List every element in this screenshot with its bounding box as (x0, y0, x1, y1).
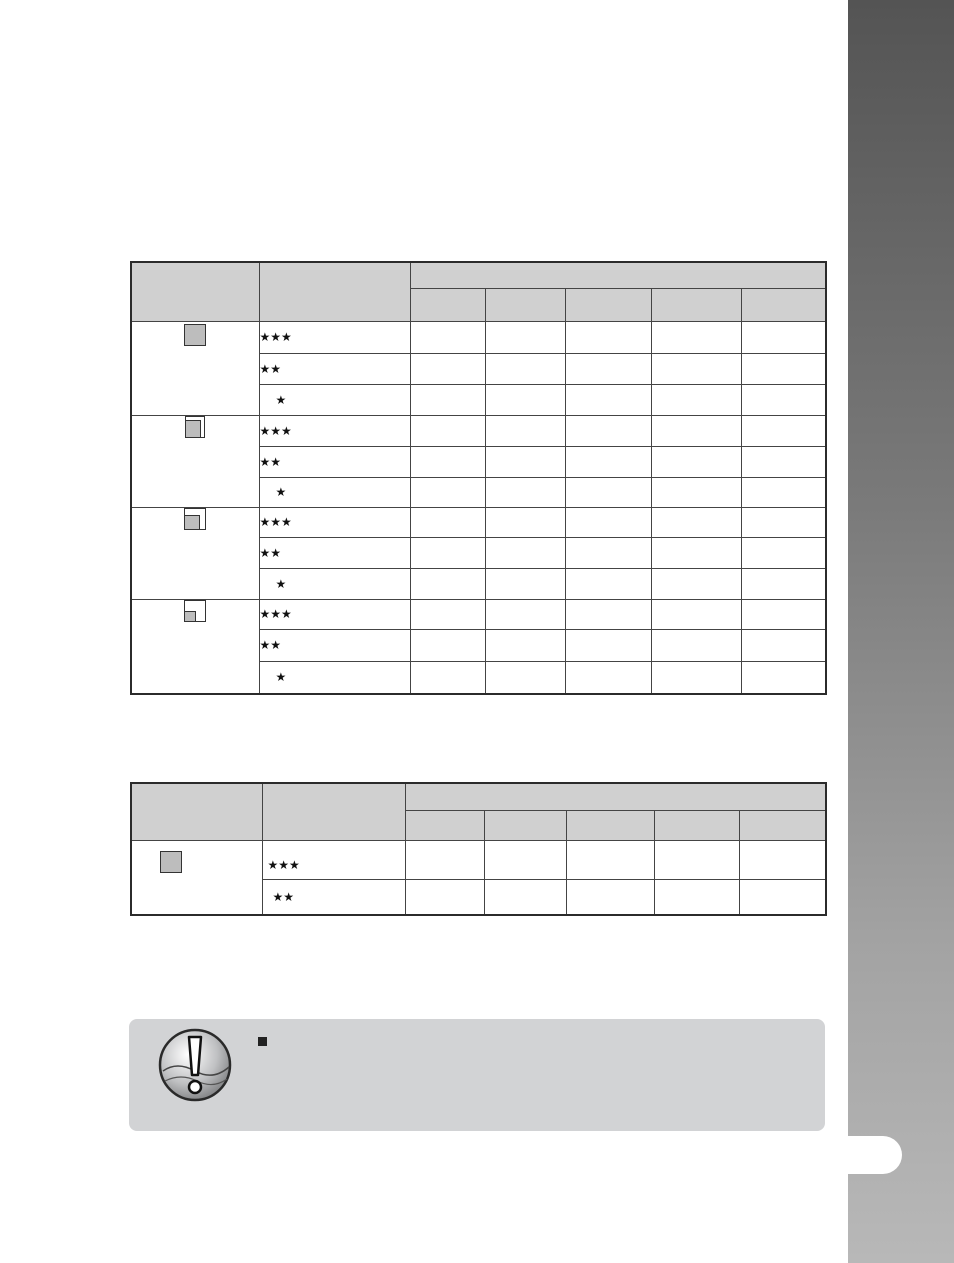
table-row (131, 507, 826, 537)
header-quality-cell (262, 783, 405, 840)
header-col-4 (654, 810, 739, 840)
quality-stars: ★★★ (259, 599, 410, 629)
header-col-4 (651, 288, 741, 321)
quality-stars: ★★★ (259, 415, 410, 446)
small-frame-size-icon (184, 600, 206, 622)
size-cell (131, 321, 259, 415)
quality-stars: ★★ (259, 446, 410, 477)
page-number-tab (838, 1136, 902, 1174)
header-group-cell (405, 783, 826, 810)
header-group-cell (410, 262, 826, 288)
header-col-1 (410, 288, 485, 321)
header-size-cell (131, 262, 259, 321)
header-size-cell (131, 783, 262, 840)
exclamation-warning-icon (157, 1027, 233, 1103)
table-row (131, 840, 826, 879)
large-frame-size-icon (185, 416, 205, 438)
medium-frame-size-icon (184, 508, 206, 530)
size-cell (131, 507, 259, 599)
quality-stars: ★★★ (259, 321, 410, 353)
size-cell (131, 840, 262, 915)
table-1 (130, 261, 827, 695)
header-col-5 (739, 810, 826, 840)
header-col-3 (566, 810, 654, 840)
table-2 (130, 782, 827, 916)
header-col-5 (741, 288, 826, 321)
table-row (131, 599, 826, 629)
quality-stars: ★ (259, 384, 410, 415)
full-frame-size-icon (184, 324, 206, 346)
note-box (129, 1019, 825, 1131)
size-cell (131, 415, 259, 507)
quality-stars: ★★ (259, 353, 410, 384)
header-col-2 (484, 810, 566, 840)
size-cell (131, 599, 259, 694)
quality-stars: ★ (259, 661, 410, 694)
quality-stars: ★★★ (259, 507, 410, 537)
quality-stars: ★★ (259, 537, 410, 568)
table-row (131, 415, 826, 446)
header-col-2 (485, 288, 565, 321)
side-band (848, 0, 954, 1263)
quality-stars: ★★ (262, 879, 405, 915)
header-col-1 (405, 810, 484, 840)
header-col-3 (565, 288, 651, 321)
quality-stars: ★ (259, 568, 410, 599)
table-row (131, 321, 826, 353)
quality-stars: ★ (259, 477, 410, 507)
quality-stars: ★★★ (262, 840, 405, 879)
note-bullet (258, 1037, 267, 1046)
quality-stars: ★★ (259, 629, 410, 661)
header-quality-cell (259, 262, 410, 321)
full-frame-size-icon (160, 851, 182, 873)
